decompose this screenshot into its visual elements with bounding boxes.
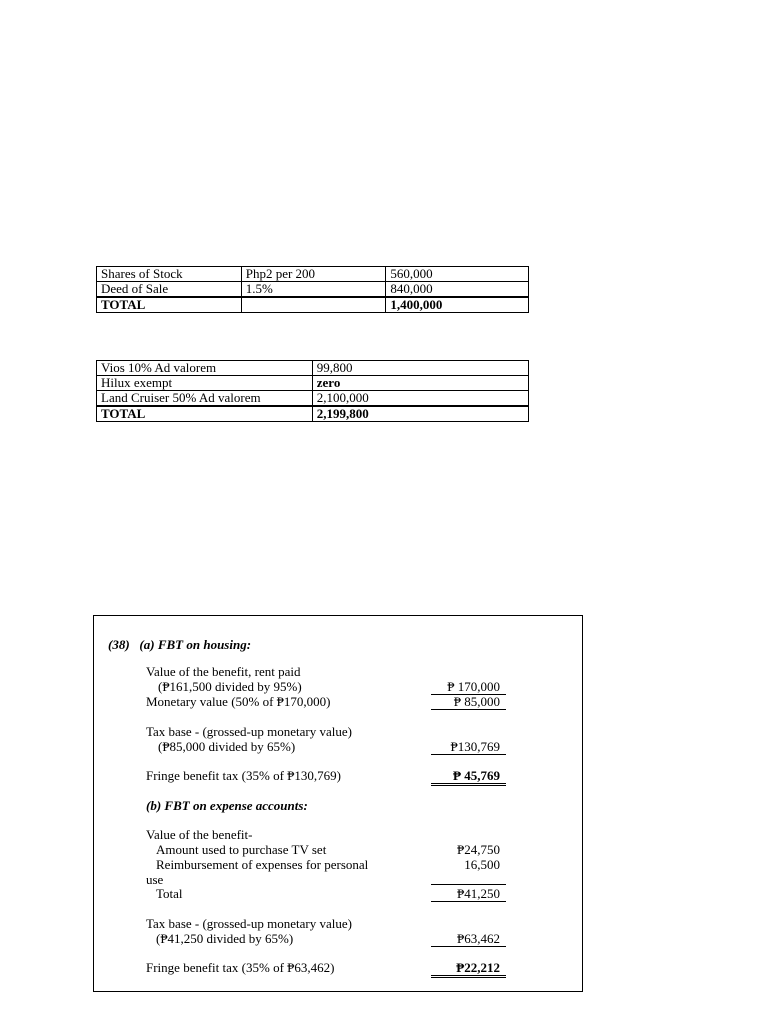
item-cell: Vios 10% Ad valorem (97, 361, 313, 376)
table-row (97, 282, 529, 298)
table-row (97, 361, 529, 376)
double-divider (431, 975, 506, 978)
fbt-computation-box (93, 615, 583, 992)
expense-taxbase-amount: ₱63,462 (457, 931, 500, 946)
divider (431, 754, 506, 755)
housing-monetary-amount: ₱ 85,000 (453, 694, 500, 709)
table-row (97, 391, 529, 407)
housing-value-sublabel: (₱161,500 divided by 95%) (158, 679, 302, 694)
total-amount: 2,199,800 (312, 406, 528, 422)
divider (431, 946, 506, 947)
stocks-tax-table (96, 266, 529, 313)
housing-value-label: Value of the benefit, rent paid (146, 664, 301, 679)
amount-cell: 560,000 (386, 267, 529, 282)
divider (431, 901, 506, 902)
expense-tv-amount: ₱24,750 (457, 842, 500, 857)
item-cell: Land Cruiser 50% Ad valorem (97, 391, 313, 407)
rate-cell: 1.5% (241, 282, 386, 298)
item-cell: Hilux exempt (97, 376, 313, 391)
table-row (97, 267, 529, 282)
amount-cell: zero (312, 376, 528, 391)
expense-fbt-label: Fringe benefit tax (35% of ₱63,462) (146, 960, 335, 975)
expense-taxbase-sublabel: (₱41,250 divided by 65%) (156, 931, 294, 946)
empty-cell (241, 297, 386, 313)
housing-monetary-label: Monetary value (50% of ₱170,000) (146, 694, 331, 709)
housing-value-amount: ₱ 170,000 (447, 679, 500, 694)
housing-fbt-label: Fringe benefit tax (35% of ₱130,769) (146, 768, 341, 783)
expense-reimb-label: Reimbursement of expenses for personal (156, 857, 369, 872)
amount-cell: 840,000 (386, 282, 529, 298)
rate-cell: Php2 per 200 (241, 267, 386, 282)
housing-taxbase-amount: ₱130,769 (450, 739, 500, 754)
problem-number: (38) (108, 637, 130, 652)
total-label: TOTAL (97, 406, 313, 422)
expense-tv-label: Amount used to purchase TV set (156, 842, 327, 857)
housing-heading-text: (a) FBT on housing: (139, 637, 252, 652)
fbt-housing-heading (108, 637, 251, 652)
expense-reimb-amount: 16,500 (464, 857, 500, 872)
table-row (97, 376, 529, 391)
housing-taxbase-label: Tax base - (grossed-up monetary value) (146, 724, 352, 739)
expense-taxbase-label: Tax base - (grossed-up monetary value) (146, 916, 352, 931)
total-amount: 1,400,000 (386, 297, 529, 313)
item-cell: Deed of Sale (97, 282, 242, 298)
housing-fbt-amount: ₱ 45,769 (453, 768, 500, 783)
vehicles-tax-table (96, 360, 529, 422)
item-cell: Shares of Stock (97, 267, 242, 282)
expense-total-amount: ₱41,250 (457, 886, 500, 901)
amount-cell: 2,100,000 (312, 391, 528, 407)
divider (431, 884, 506, 885)
expense-value-label: Value of the benefit- (146, 827, 253, 842)
expense-total-label: Total (156, 886, 183, 901)
divider (431, 709, 506, 710)
total-row (97, 406, 529, 422)
expense-reimb-label-cont: use (146, 872, 164, 887)
total-row (97, 297, 529, 313)
total-label: TOTAL (97, 297, 242, 313)
double-divider (431, 783, 506, 786)
housing-taxbase-sublabel: (₱85,000 divided by 65%) (158, 739, 296, 754)
amount-cell: 99,800 (312, 361, 528, 376)
expense-heading: (b) FBT on expense accounts: (146, 798, 308, 813)
expense-fbt-amount: ₱22,212 (456, 960, 500, 975)
